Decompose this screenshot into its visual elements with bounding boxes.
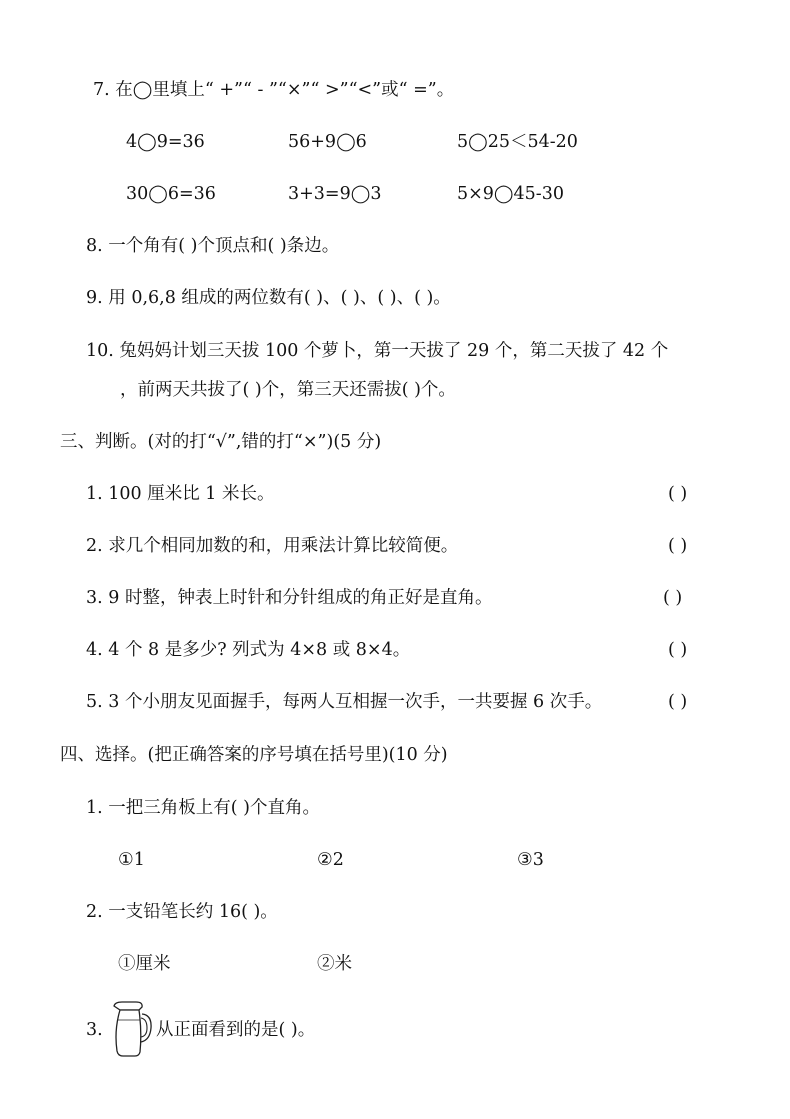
q10-line-2: ，前两天共拔了( )个，第三天还需拔( )个。 — [120, 380, 456, 400]
q7-row-1-col-3: 5◯25＜54-20 — [457, 132, 578, 152]
judge-item-2: 2. 求几个相同加数的和，用乘法计算比较简便。 — [86, 536, 459, 556]
choice-q3-number: 3. — [86, 1020, 103, 1040]
choice-q3-stem: 从正面看到的是( )。 — [156, 1020, 316, 1040]
choice-q1-option-2: ②2 — [317, 850, 344, 870]
q7-row-1-col-1: 4◯9=36 — [126, 132, 205, 152]
judge-item-3-answer[interactable]: ( ) — [663, 588, 683, 608]
judge-item-1-answer[interactable]: ( ) — [668, 484, 688, 504]
q7-row-2-col-2: 3+3=9◯3 — [288, 184, 382, 204]
q9: 9. 用 0,6,8 组成的两位数有( )、( )、( )、( )。 — [86, 288, 451, 308]
q10-line-1: 10. 兔妈妈计划三天拔 100 个萝卜，第一天拔了 29 个，第二天拔了 42 个 — [86, 341, 669, 361]
choice-q2-option-2: ②米 — [317, 954, 352, 974]
judge-item-4-answer[interactable]: ( ) — [668, 640, 688, 660]
judge-item-5-answer[interactable]: ( ) — [668, 692, 688, 712]
choice-q2-option-1: ①厘米 — [118, 954, 171, 974]
kettle-icon — [106, 1000, 154, 1058]
choice-q1-option-1: ①1 — [118, 850, 145, 870]
q7-row-2-col-3: 5×9◯45-30 — [457, 184, 564, 204]
q7-row-1-col-2: 56+9◯6 — [288, 132, 367, 152]
q7-row-2-col-1: 30◯6=36 — [126, 184, 216, 204]
section-3-title: 三、判断。(对的打“√”,错的打“×”)(5 分) — [60, 432, 382, 452]
choice-q1-stem: 1. 一把三角板上有( )个直角。 — [86, 798, 320, 818]
choice-q1-option-3: ③3 — [517, 850, 544, 870]
q8: 8. 一个角有( )个顶点和( )条边。 — [86, 236, 340, 256]
judge-item-5: 5. 3 个小朋友见面握手，每两人互相握一次手，一共要握 6 次手。 — [86, 692, 603, 712]
q7-stem: 7. 在◯里填上“ +”“ - ”“×”“ >”“<”或“ =”。 — [93, 80, 455, 100]
choice-q2-stem: 2. 一支铅笔长约 16( )。 — [86, 902, 278, 922]
section-4-title: 四、选择。(把正确答案的序号填在括号里)(10 分) — [60, 745, 448, 765]
judge-item-3: 3. 9 时整，钟表上时针和分针组成的角正好是直角。 — [86, 588, 493, 608]
judge-item-4: 4. 4 个 8 是多少? 列式为 4×8 或 8×4。 — [86, 640, 411, 660]
judge-item-2-answer[interactable]: ( ) — [668, 536, 688, 556]
judge-item-1: 1. 100 厘米比 1 米长。 — [86, 484, 275, 504]
